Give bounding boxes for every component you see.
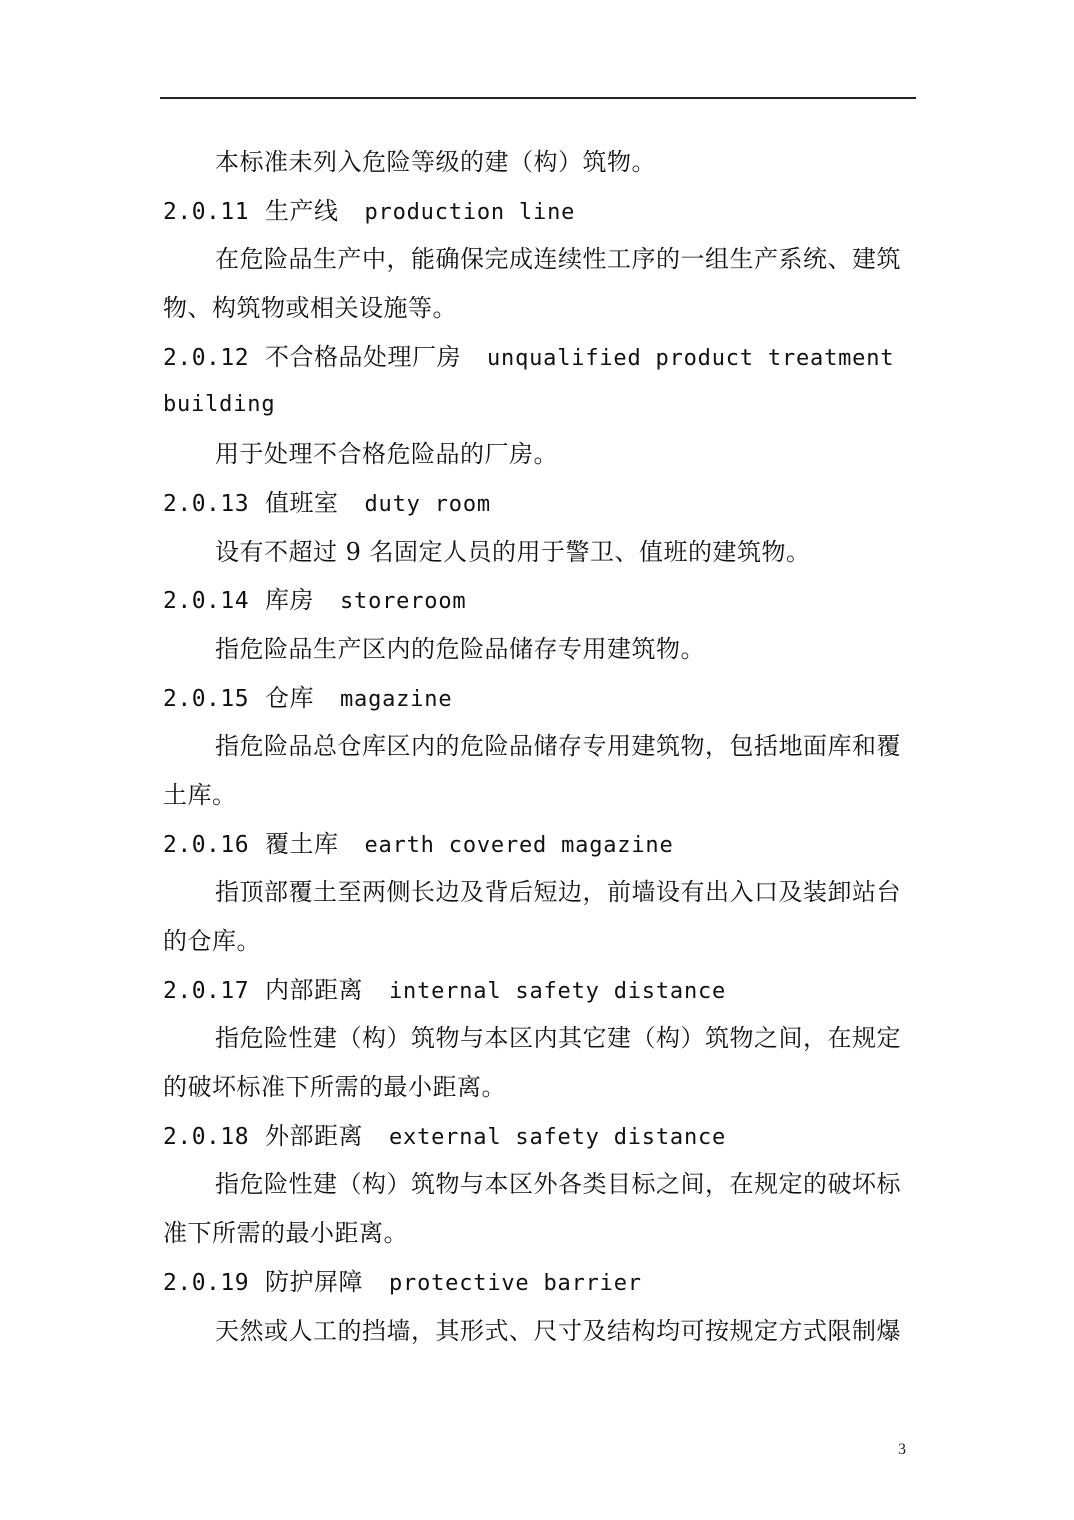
- term-english: earth covered magazine: [364, 832, 674, 858]
- body-text-line: 设有不超过 9 名固定人员的用于警卫、值班的建筑物。: [215, 537, 811, 566]
- body-text-line: 的破坏标准下所需的最小距离。: [163, 1073, 506, 1102]
- body-text-line: 物、构筑物或相关设施等。: [163, 294, 457, 323]
- term-english: external safety distance: [389, 1124, 727, 1150]
- term-heading: [163, 820, 915, 869]
- term-heading: [163, 479, 915, 528]
- term-english: production line: [364, 199, 576, 225]
- body-text-line: 的仓库。: [163, 927, 261, 955]
- term-number: 2.0.18: [163, 1123, 250, 1150]
- body-text-line: 用于处理不合格危险品的厂房。: [215, 440, 558, 469]
- term-english: magazine: [340, 686, 453, 712]
- term-number: 2.0.17: [163, 977, 250, 1004]
- body-text-line: 天然或人工的挡墙，其形式、尺寸及结构均可按规定方式限制爆: [215, 1316, 901, 1345]
- body-text-line: 在危险品生产中，能确保完成连续性工序的一组生产系统、建筑: [215, 245, 901, 274]
- term-chinese: 外部距离: [265, 1121, 363, 1150]
- term-heading: [163, 1258, 915, 1307]
- term-chinese: 防护屏障: [265, 1267, 363, 1296]
- term-english: internal safety distance: [389, 978, 727, 1004]
- term-number: 2.0.15: [163, 685, 250, 712]
- term-heading: [163, 1112, 915, 1161]
- term-chinese: 生产线: [265, 196, 339, 225]
- term-chinese: 覆土库: [265, 829, 339, 858]
- body-text-line: 土库。: [163, 780, 237, 809]
- term-english: protective barrier: [389, 1270, 642, 1296]
- body-text-line: building: [163, 392, 276, 418]
- term-number: 2.0.11: [163, 198, 250, 225]
- body-text-line: 准下所需的最小距离。: [163, 1219, 408, 1248]
- term-number: 2.0.16: [163, 831, 250, 858]
- term-heading: [163, 674, 915, 723]
- document-body: [163, 138, 915, 1355]
- term-number: 2.0.14: [163, 588, 250, 615]
- term-heading: [163, 333, 915, 382]
- term-english: storeroom: [340, 589, 467, 615]
- term-chinese: 值班室: [265, 488, 339, 517]
- term-number: 2.0.12: [163, 344, 250, 371]
- term-chinese: 不合格品处理厂房: [265, 342, 461, 371]
- term-chinese: 内部距离: [265, 975, 363, 1004]
- term-number: 2.0.19: [163, 1269, 250, 1296]
- body-text-line: 指危险品总仓库区内的危险品储存专用建筑物，包括地面库和覆: [215, 732, 901, 761]
- term-number: 2.0.13: [163, 490, 250, 517]
- body-text-line: 指顶部覆土至两侧长边及背后短边，前墙设有出入口及装卸站台: [215, 878, 901, 907]
- term-english: duty room: [364, 491, 491, 517]
- term-chinese: 仓库: [265, 683, 314, 712]
- body-text-line: 指危险性建（构）筑物与本区外各类目标之间，在规定的破坏标: [215, 1170, 901, 1199]
- header-rule: [160, 97, 916, 99]
- term-english: unqualified product treatment: [487, 345, 895, 371]
- page-number: 3: [898, 1441, 906, 1458]
- term-heading: [163, 576, 915, 625]
- term-heading: [163, 187, 915, 236]
- body-text-line: 本标准未列入危险等级的建（构）筑物。: [215, 148, 656, 176]
- term-chinese: 库房: [265, 586, 314, 615]
- body-text-line: 指危险性建（构）筑物与本区内其它建（构）筑物之间，在规定: [215, 1024, 901, 1053]
- term-heading: [163, 966, 915, 1015]
- body-text-line: 指危险品生产区内的危险品储存专用建筑物。: [215, 634, 705, 663]
